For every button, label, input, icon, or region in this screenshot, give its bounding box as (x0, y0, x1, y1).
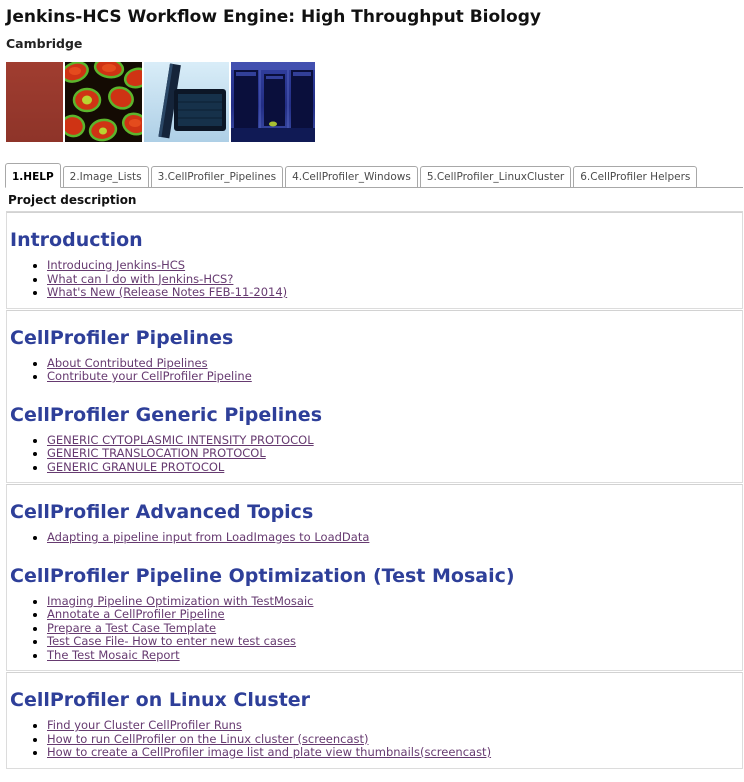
tab-6-cellprofiler-helpers[interactable]: 6.CellProfiler Helpers (573, 166, 697, 188)
list-item (47, 286, 742, 300)
link-list (7, 434, 742, 475)
tab-5-cellprofiler-linuxcluster[interactable]: 5.CellProfiler_LinuxCluster (420, 166, 571, 188)
link-list (7, 595, 742, 663)
banner-image (6, 62, 314, 142)
content-link[interactable]: Prepare a Test Case Template (47, 620, 217, 635)
list-item (47, 719, 742, 733)
link-list (7, 719, 742, 760)
tab-2-image-lists[interactable]: 2.Image_Lists (63, 166, 149, 188)
list-item (47, 622, 742, 636)
link-list (7, 531, 742, 545)
tab-3-cellprofiler-pipelines[interactable]: 3.CellProfiler_Pipelines (151, 166, 283, 188)
section-heading: Introduction (10, 229, 143, 251)
section-heading: CellProfiler Advanced Topics (10, 501, 314, 523)
section-heading: CellProfiler Pipeline Optimization (Test Mosaic) (10, 564, 515, 587)
content-link[interactable]: Introducing Jenkins-HCS (47, 258, 186, 272)
section-heading: CellProfiler Generic Pipelines (10, 403, 322, 426)
list-item (47, 531, 742, 545)
section-box (6, 484, 743, 671)
content-header: Project description (6, 188, 743, 212)
content-link[interactable]: About Contributed Pipelines (47, 355, 208, 370)
list-item (47, 595, 742, 609)
section-heading: CellProfiler Pipelines (10, 326, 234, 349)
page-title: Jenkins-HCS Workflow Engine: High Throughput Biology (6, 7, 541, 27)
section-box (6, 672, 743, 769)
list-item (47, 733, 742, 747)
content-link[interactable]: What can I do with Jenkins-HCS? (47, 271, 234, 286)
section-box (6, 212, 743, 309)
section-box (6, 310, 743, 484)
content-link[interactable]: Annotate a CellProfiler Pipeline (47, 607, 225, 621)
banner-cells-micrograph-image (65, 62, 142, 142)
list-item (47, 259, 742, 273)
list-item (47, 635, 742, 649)
content-link[interactable]: The Test Mosaic Report (47, 647, 180, 662)
list-item (47, 357, 742, 371)
content-link[interactable]: Test Case File- How to enter new test cases (47, 634, 297, 648)
content-link[interactable]: Find your Cluster CellProfiler Runs (47, 718, 242, 732)
tab-1-help[interactable]: 1.HELP (5, 163, 61, 188)
content-link[interactable]: Imaging Pipeline Optimization with TestMosaic (47, 593, 314, 608)
list-item (47, 273, 742, 287)
content-area (6, 212, 743, 769)
page-subtitle: Cambridge (6, 36, 83, 51)
section-heading: CellProfiler on Linux Cluster (10, 689, 311, 711)
banner-server-racks-image (231, 62, 315, 142)
list-item (47, 746, 742, 760)
content-link[interactable]: What's New (Release Notes FEB-11-2014) (47, 285, 288, 299)
content-link[interactable]: GENERIC TRANSLOCATION PROTOCOL (47, 446, 266, 460)
list-item (47, 608, 742, 622)
content-link[interactable]: GENERIC CYTOPLASMIC INTENSITY PROTOCOL (47, 432, 314, 447)
content-link[interactable]: GENERIC GRANULE PROTOCOL (47, 459, 225, 474)
banner-microplates-image (144, 62, 229, 142)
content-link[interactable]: How to run CellProfiler on the Linux cluster (screencast) (47, 731, 369, 746)
link-list (7, 259, 742, 300)
banner-maroon-panel (6, 62, 63, 142)
content-link[interactable]: Contribute your CellProfiler Pipeline (47, 369, 252, 383)
list-item (47, 447, 742, 461)
page (0, 7, 744, 769)
tab-bar (5, 163, 743, 188)
list-item (47, 434, 742, 448)
content-link[interactable]: How to create a CellProfiler image list and plate view thumbnails(screencast) (47, 745, 492, 759)
list-item (47, 649, 742, 663)
content-link[interactable]: Adapting a pipeline input from LoadImages to LoadData (47, 530, 370, 544)
list-item (47, 461, 742, 475)
list-item (47, 370, 742, 384)
link-list (7, 357, 742, 384)
tab-4-cellprofiler-windows[interactable]: 4.CellProfiler_Windows (285, 166, 418, 188)
